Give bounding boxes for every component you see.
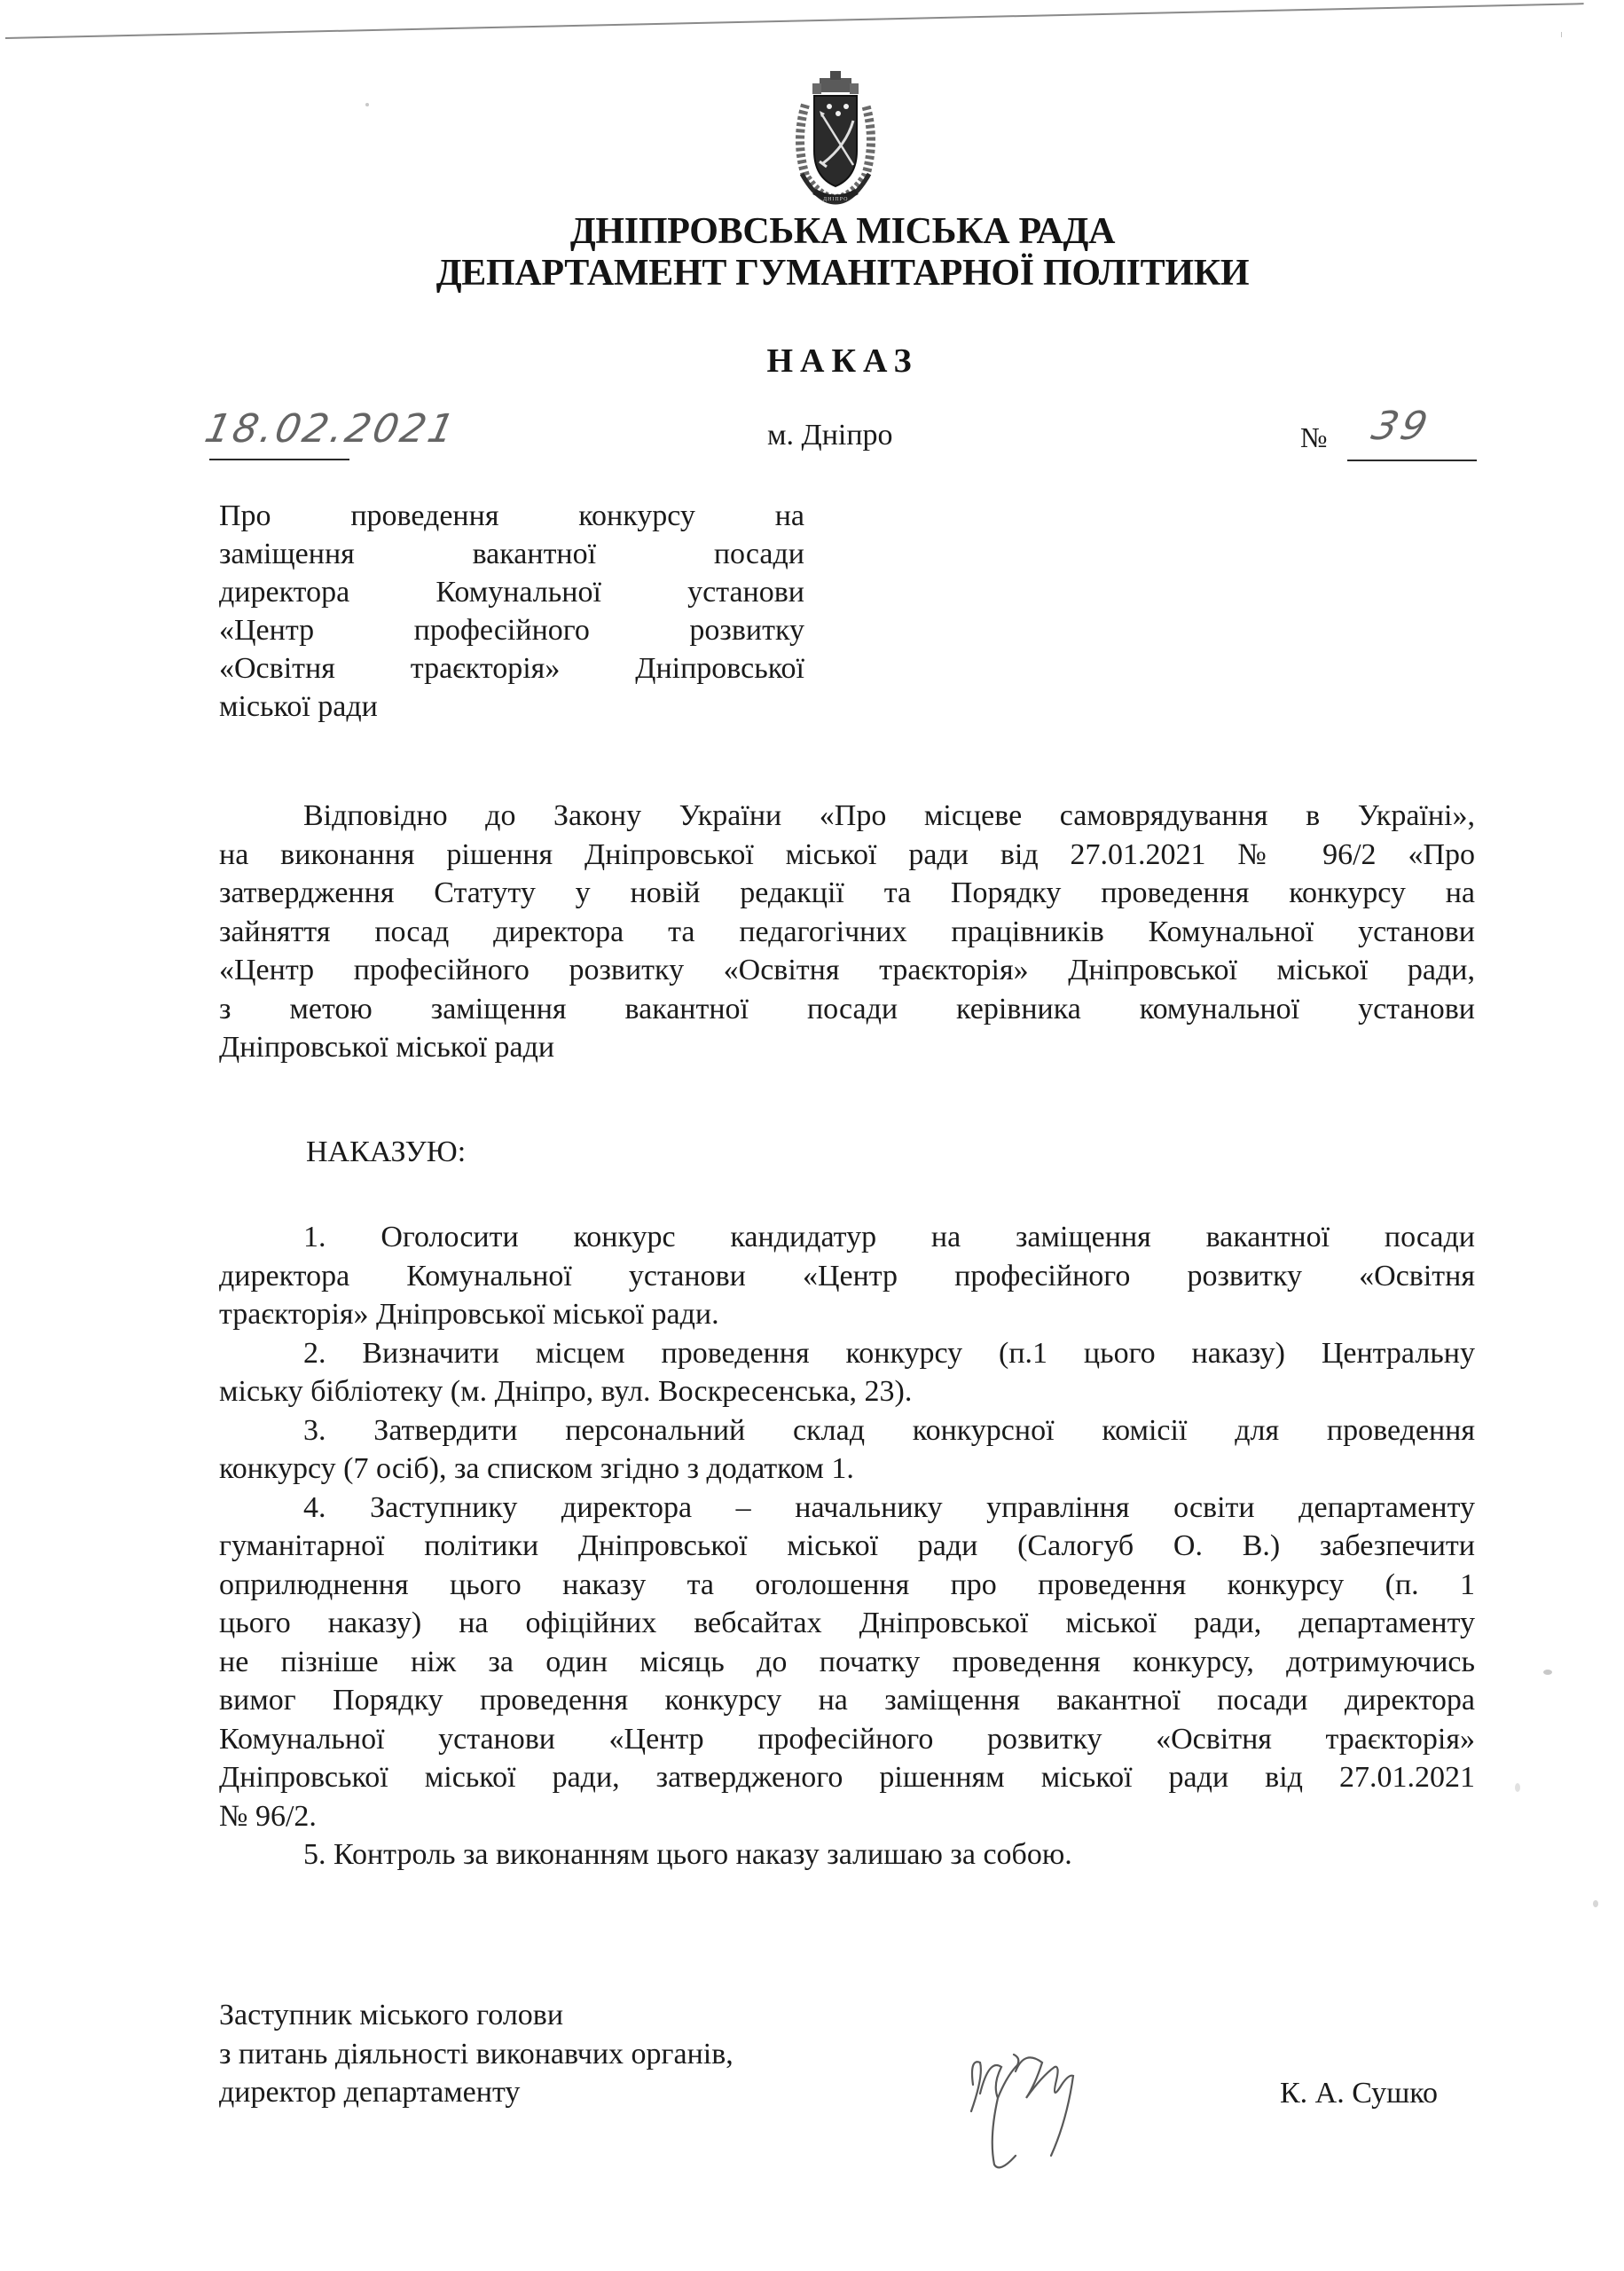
- scan-speck: [1593, 1900, 1598, 1907]
- document-type-title: НАКАЗ: [766, 342, 919, 380]
- item-text: Заступнику директора – начальнику управління освіти департаменту: [370, 1490, 1475, 1524]
- scan-mark: [1561, 32, 1562, 37]
- date-underline: [209, 459, 349, 460]
- item-3-line: [219, 1411, 1475, 1450]
- subject-line: Про проведення конкурсу на: [219, 499, 804, 532]
- preamble-line: «Центр професійного розвитку «Освітня траєкторія» Дніпровської міської ради,: [219, 954, 1475, 986]
- item-text: Контроль за виконанням цього наказу залишаю за собою.: [333, 1838, 1072, 1871]
- signatory-position: [219, 1996, 734, 2112]
- item-text: Оголосити конкурс кандидатур на заміщення вакантної посади: [381, 1221, 1476, 1253]
- item-2-line: [219, 1334, 1475, 1373]
- item-4-line: Дніпровської міської ради, затвердженого рішенням міської ради від 27.01.2021: [219, 1761, 1475, 1794]
- item-4-line: гуманітарної політики Дніпровської міської ради (Салогуб О. В.) забезпечити: [219, 1529, 1475, 1562]
- item-number: 4.: [303, 1490, 326, 1524]
- position-line: Заступник міського голови: [219, 1999, 564, 2031]
- item-4-line: № 96/2.: [219, 1799, 317, 1833]
- item-4-line: оприлюднення цього наказу та оголошення про проведення конкурсу (п. 1: [219, 1568, 1475, 1601]
- number-sign: №: [1300, 421, 1328, 453]
- scan-top-rule: [5, 3, 1584, 39]
- preamble-line: зайняття посад директора та педагогічних працівників Комунальної установи: [219, 915, 1475, 948]
- item-text: Затвердити персональний склад конкурсної комісії для проведення: [373, 1413, 1476, 1447]
- issue-city: м. Дніпро: [767, 419, 893, 452]
- order-verb: НАКАЗУЮ:: [306, 1136, 467, 1168]
- subject-line: міської ради: [219, 690, 378, 723]
- subject-line: заміщення вакантної посади: [219, 538, 804, 570]
- handwritten-date: 18.02.2021: [200, 406, 461, 452]
- item-1-line: [219, 1218, 1475, 1257]
- item-4-line: Комунальної установи «Центр професійного розвитку «Освітня траєкторія»: [219, 1722, 1475, 1756]
- subject-line: директора Комунальної установи: [219, 576, 804, 609]
- number-underline: [1347, 460, 1477, 461]
- emblem-caption: ДНІПРО: [823, 197, 849, 202]
- order-subject: [219, 497, 804, 726]
- handwritten-order-number: 39: [1367, 404, 1436, 449]
- item-4-line: не пізніше ніж за один місяць до початку проведення конкурсу, дотримуючись: [219, 1645, 1475, 1678]
- item-number: 3.: [303, 1413, 326, 1447]
- council-name: ДНІПРОВСЬКА МІСЬКА РАДА: [569, 211, 1116, 252]
- handwritten-signature-icon: [962, 2023, 1095, 2173]
- subject-line: «Освітня траєкторія» Дніпровської: [219, 652, 804, 685]
- preamble-line: Відповідно до Закону України «Про місцеве самоврядування в Україні»,: [303, 799, 1475, 832]
- subject-line: «Центр професійного розвитку: [219, 614, 804, 647]
- item-4-line: вимог Порядку проведення конкурсу на заміщення вакантної посади директора: [219, 1684, 1475, 1717]
- department-name: ДЕПАРТАМЕНТ ГУМАНІТАРНОЇ ПОЛІТИКИ: [435, 253, 1250, 294]
- position-line: директор департаменту: [219, 2076, 521, 2109]
- item-1-line: директора Комунальної установи «Центр професійного розвитку «Освітня: [219, 1259, 1475, 1293]
- item-4-line: цього наказу) на офіційних вебсайтах Дніпровської міської ради, департаменту: [219, 1607, 1475, 1639]
- item-4-line: [219, 1489, 1475, 1528]
- preamble-paragraph: [219, 797, 1475, 1067]
- item-number: 1.: [303, 1221, 326, 1253]
- preamble-line: з метою заміщення вакантної посади керівника комунальної установи: [219, 992, 1475, 1025]
- item-1-line: траєкторія» Дніпровської міської ради.: [219, 1298, 719, 1331]
- item-text: Визначити місцем проведення конкурсу (п.1 цього наказу) Центральну: [362, 1336, 1475, 1370]
- dnipro-coat-of-arms-icon: [793, 69, 878, 211]
- scan-speck: [1543, 1670, 1552, 1675]
- preamble-line: затвердження Статуту у новій редакції та Порядку проведення конкурсу на: [219, 876, 1475, 909]
- item-number: 5.: [303, 1838, 326, 1871]
- item-2-line: міську бібліотеку (м. Дніпро, вул. Воскресенська, 23).: [219, 1375, 913, 1408]
- order-items: [219, 1218, 1475, 1874]
- preamble-line: на виконання рішення Дніпровської міської ради від 27.01.2021 № 96/2 «Про: [219, 837, 1475, 871]
- item-5-line: [219, 1835, 1475, 1874]
- scan-speck: [365, 103, 369, 106]
- item-3-line: конкурсу (7 осіб), за списком згідно з додатком 1.: [219, 1452, 854, 1485]
- position-line: з питань діяльності виконавчих органів,: [219, 2037, 734, 2071]
- preamble-line: Дніпровської міської ради: [219, 1031, 555, 1064]
- scan-speck: [1515, 1783, 1520, 1792]
- item-number: 2.: [303, 1336, 326, 1370]
- signatory-name: К. А. Сушко: [1280, 2077, 1439, 2110]
